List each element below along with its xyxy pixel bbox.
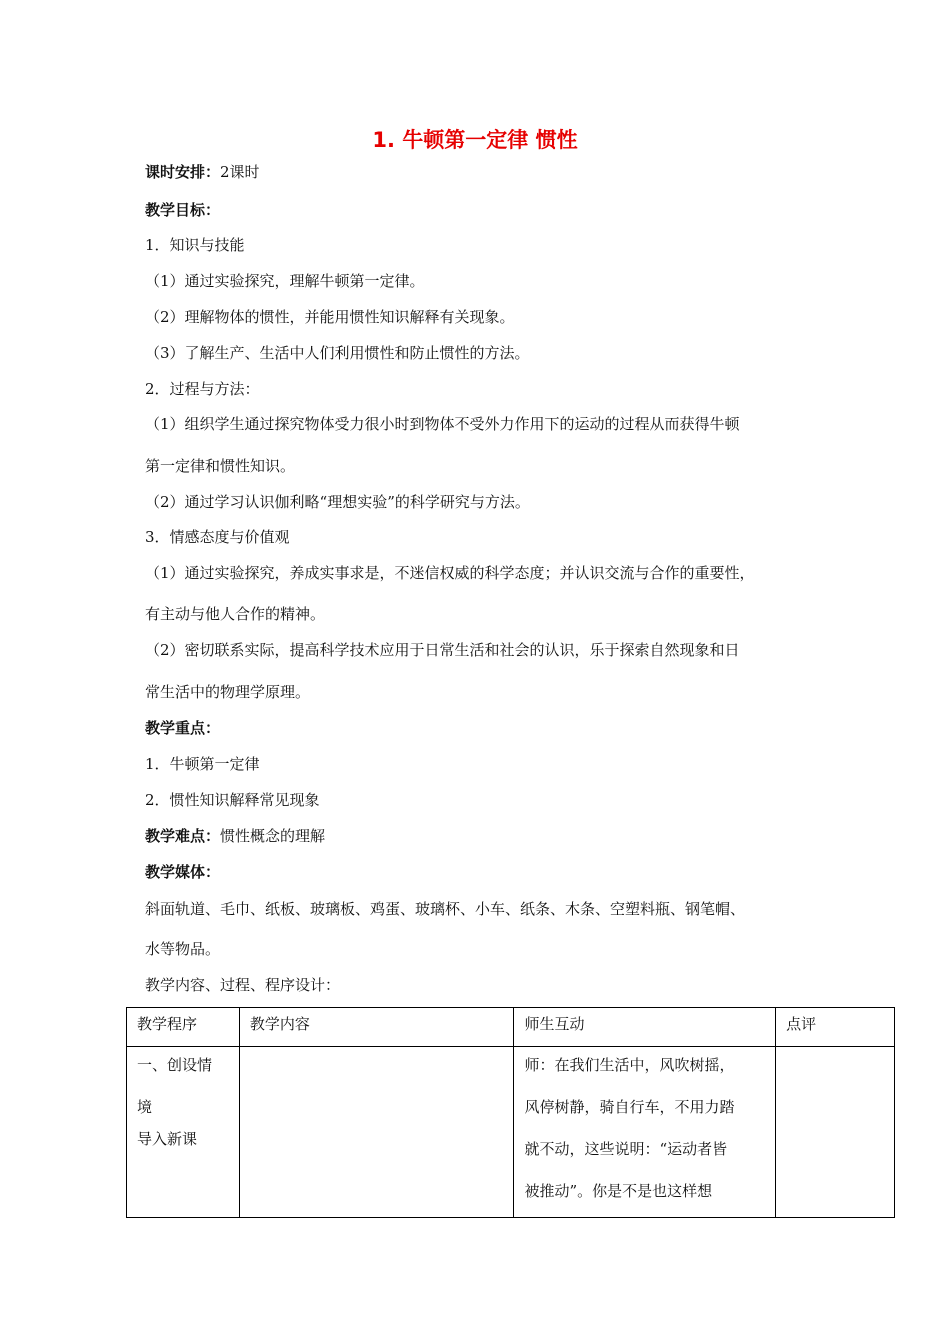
header-comment: 点评: [776, 1008, 895, 1047]
header-procedure: 教学程序: [127, 1008, 240, 1047]
difficulty-label: 教学难点：: [145, 827, 221, 845]
section-3-item-1-line-2: 有主动与他人合作的精神。: [145, 605, 326, 623]
section-2-item-2: （2）通过学习认识伽利略“理想实验”的科学研究与方法。: [145, 493, 530, 511]
interaction-line-2: 风停树静，骑自行车，不用力踏: [524, 1098, 735, 1116]
procedure-line-1: 一、创设情: [137, 1056, 213, 1074]
lesson-table: [126, 1007, 895, 1218]
section-1-item-1: （1）通过实验探究，理解牛顿第一定律。: [145, 272, 425, 290]
page-title: 1. 牛顿第一定律 惯性: [372, 128, 578, 152]
cell-interaction: [514, 1047, 776, 1218]
cell-content: [239, 1047, 514, 1218]
table-row: [127, 1047, 895, 1218]
cell-comment: [776, 1047, 895, 1218]
section-2-title: 2．过程与方法：: [145, 380, 260, 398]
section-1-item-2: （2）理解物体的惯性，并能用惯性知识解释有关现象。: [145, 308, 515, 326]
cell-procedure: [127, 1047, 240, 1218]
key-points-heading: 教学重点：: [145, 719, 221, 737]
section-2-item-1-line-1: （1）组织学生通过探究物体受力很小时到物体不受外力作用下的运动的过程从而获得牛顿: [145, 415, 740, 433]
section-1-item-3: （3）了解生产、生活中人们利用惯性和防止惯性的方法。: [145, 344, 530, 362]
section-2-item-1-line-2: 第一定律和惯性知识。: [145, 457, 296, 475]
difficulty-value: 惯性概念的理解: [220, 827, 326, 845]
media-line-2: 水等物品。: [145, 940, 221, 958]
section-3-item-2-line-2: 常生活中的物理学原理。: [145, 683, 311, 701]
interaction-line-4: 被推动”。你是不是也这样想: [524, 1182, 713, 1200]
key-point-1: 1．牛顿第一定律: [145, 755, 260, 773]
interaction-line-3: 就不动，这些说明：“运动者皆: [524, 1140, 728, 1158]
section-3-item-2-line-1: （2）密切联系实际，提高科学技术应用于日常生活和社会的认识，乐于探索自然现象和日: [145, 641, 740, 659]
header-content: 教学内容: [239, 1008, 514, 1047]
section-1-title: 1．知识与技能: [145, 236, 245, 254]
interaction-line-1: 师：在我们生活中，风吹树摇，: [524, 1056, 735, 1074]
schedule-line: [145, 162, 260, 182]
objectives-heading: 教学目标：: [145, 201, 221, 219]
section-3-item-1-line-1: （1）通过实验探究，养成实事求是，不迷信权威的科学态度；并认识交流与合作的重要性，: [145, 564, 755, 582]
schedule-label: 课时安排：: [145, 163, 221, 181]
difficulty-line: [145, 826, 325, 846]
media-heading: 教学媒体：: [145, 863, 221, 881]
procedure-line-2: 境: [137, 1098, 153, 1116]
header-interaction: 师生互动: [514, 1008, 776, 1047]
media-line-1: 斜面轨道、毛巾、纸板、玻璃板、鸡蛋、玻璃杯、小车、纸条、木条、空塑料瓶、钢笔帽、: [145, 900, 746, 918]
schedule-value: 2课时: [220, 163, 260, 181]
design-heading: 教学内容、过程、程序设计：: [145, 976, 341, 994]
key-point-2: 2．惯性知识解释常见现象: [145, 791, 320, 809]
section-3-title: 3．情感态度与价值观: [145, 528, 290, 546]
procedure-line-3: 导入新课: [137, 1130, 198, 1148]
table-header-row: [127, 1008, 895, 1047]
